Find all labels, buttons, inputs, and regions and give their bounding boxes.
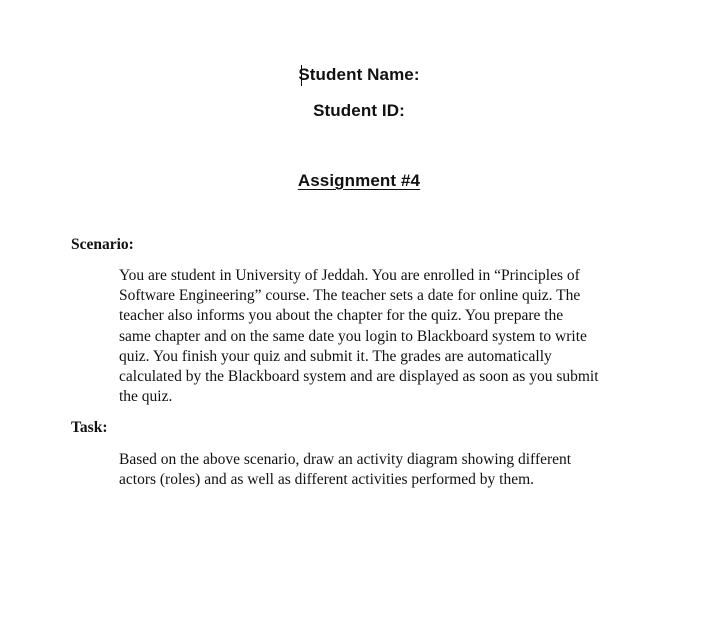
task-paragraph [119, 450, 664, 490]
task-line: actors (roles) and as well as different activities performed by them. [119, 471, 535, 489]
scenario-line: the quiz. [119, 388, 173, 406]
assignment-title: Assignment #4 [297, 171, 421, 190]
task-line: Based on the above scenario, draw an activity diagram showing different [119, 451, 572, 468]
scenario-line: Software Engineering” course. The teacher sets a date for online quiz. The [119, 287, 581, 305]
scenario-line: You are student in University of Jeddah. You are enrolled in “Principles of [119, 267, 580, 284]
scenario-heading: Scenario: [71, 236, 134, 253]
scenario-paragraph [119, 266, 664, 407]
student-name-label: Student Name: [298, 65, 420, 84]
scenario-line: teacher also informs you about the chapter for the quiz. You prepare the [119, 307, 564, 325]
student-id-label: Student ID: [313, 101, 405, 120]
scenario-line: same chapter and on the same date you login to Blackboard system to write [119, 327, 587, 345]
task-heading: Task: [71, 419, 108, 436]
scenario-line: calculated by the Blackboard system and are displayed as soon as you submit [119, 368, 599, 386]
scenario-line: quiz. You finish your quiz and submit it. The grades are automatically [119, 347, 552, 365]
